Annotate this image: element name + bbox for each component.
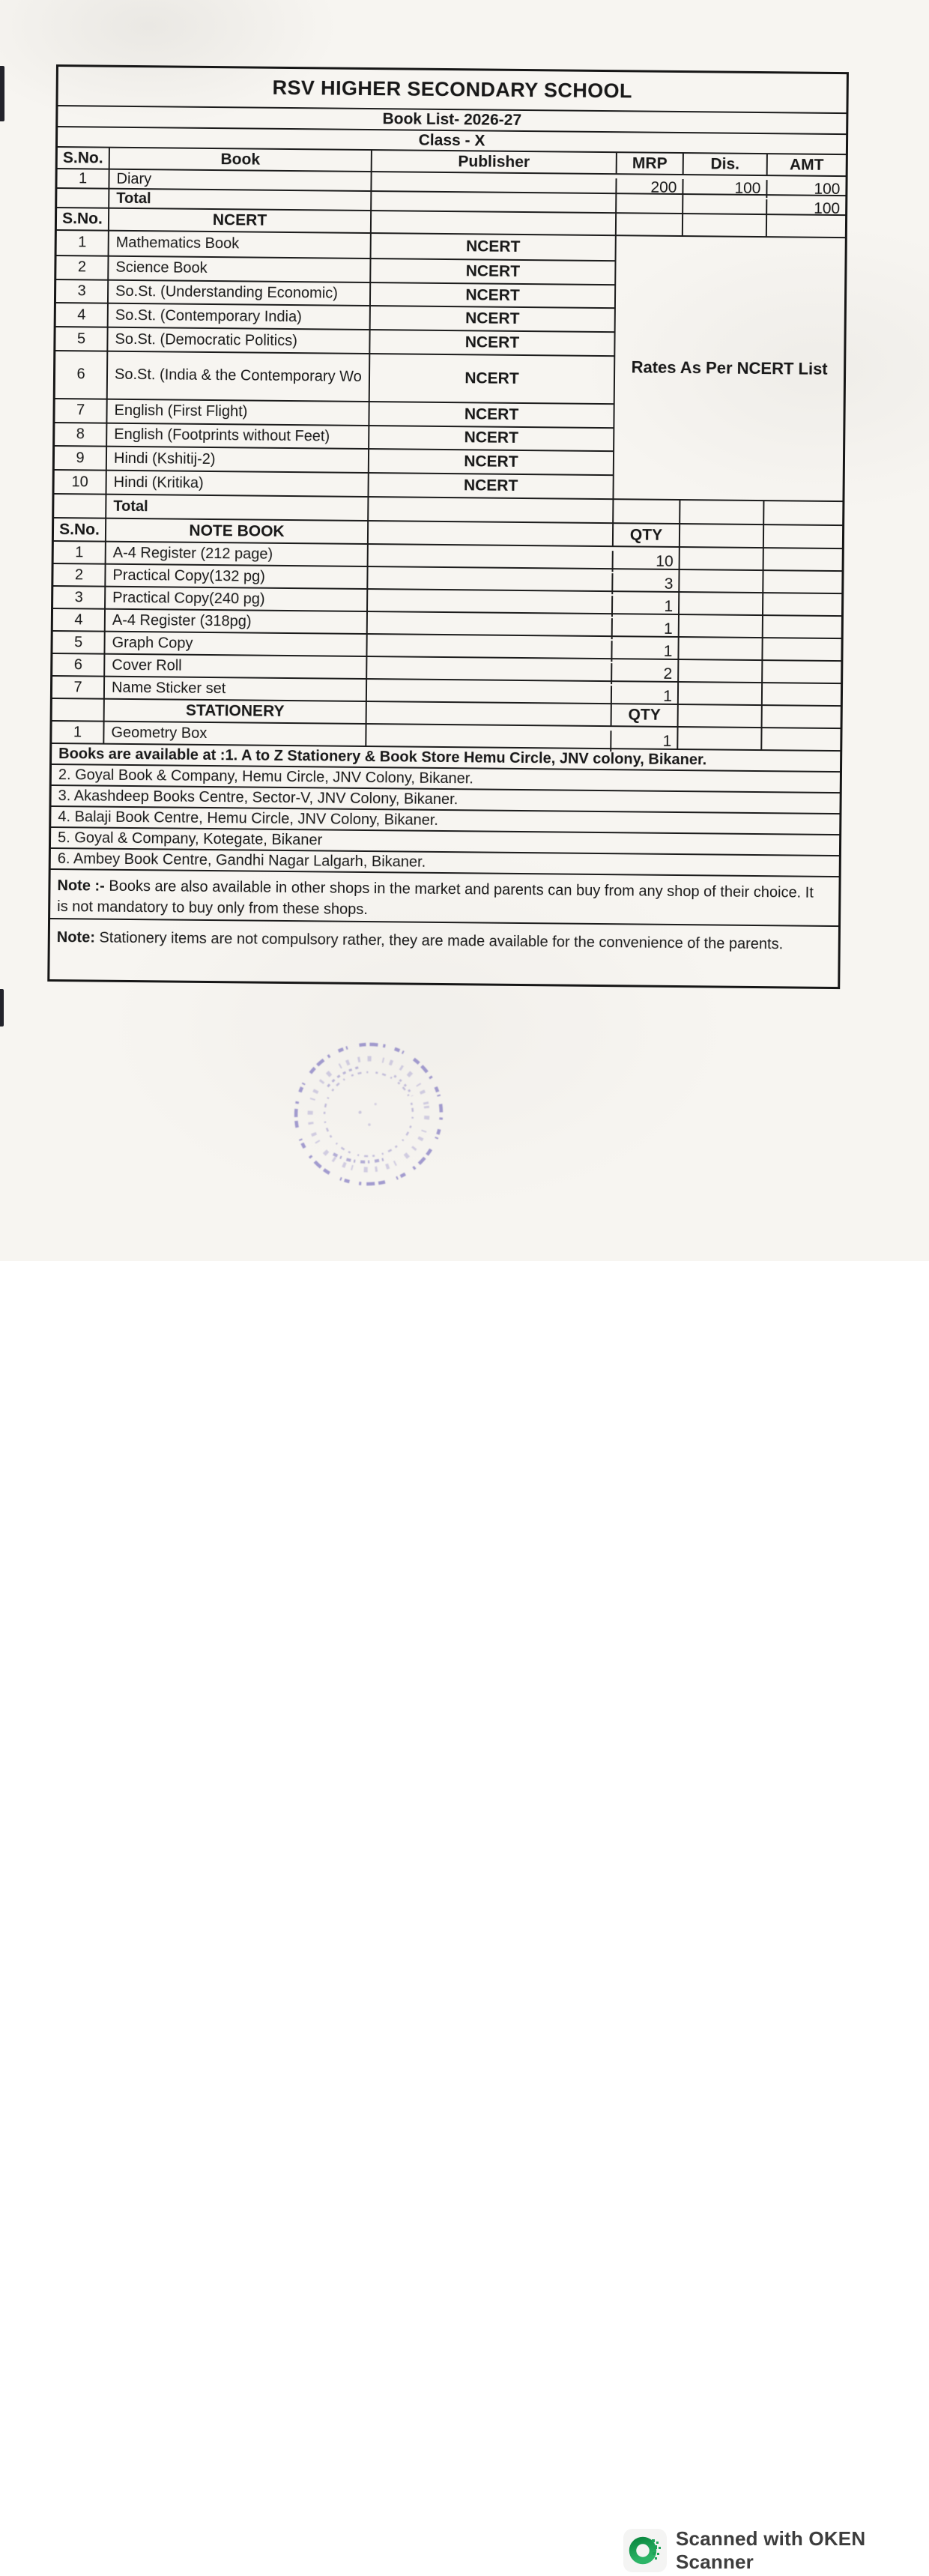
book-cell: Geometry Box — [103, 722, 365, 746]
book-cell: Graph Copy — [103, 632, 366, 656]
scanned-with-label: Scanned with OKEN Scanner — [676, 2527, 866, 2573]
qty-cell: 1 — [611, 686, 677, 707]
stationery-section-title: STATIONERY — [103, 700, 366, 723]
sno-cell: 9 — [76, 450, 85, 467]
mrp-cell: 200 — [615, 178, 682, 197]
scanner-footer-band — [0, 1261, 929, 2573]
sno-cell: 4 — [74, 611, 83, 628]
note-prefix: Note :- — [57, 877, 105, 895]
sno-cell — [57, 189, 108, 208]
publisher-cell: NCERT — [369, 306, 614, 331]
sno-cell: 8 — [76, 426, 85, 443]
book-cell: Practical Copy(132 pg) — [104, 565, 366, 588]
ncert-rows-block — [55, 229, 845, 501]
publisher-cell — [366, 590, 611, 613]
publisher-cell: NCERT — [369, 259, 614, 284]
scan-edge-artifact-top — [0, 66, 4, 121]
amt-cell — [761, 706, 841, 728]
publisher-cell: NCERT — [369, 283, 614, 308]
dis-cell — [678, 593, 762, 614]
col-header-publisher: Publisher — [371, 151, 616, 173]
qty-cell: 2 — [611, 663, 677, 685]
note-stationery — [49, 919, 838, 987]
publisher-cell — [370, 172, 615, 193]
book-cell: Name Sticker set — [103, 677, 366, 701]
total-label-cell: Total — [105, 495, 367, 520]
publisher-cell — [367, 545, 612, 568]
book-cell: Mathematics Book — [108, 232, 370, 258]
amt-cell — [761, 638, 841, 660]
publisher-cell — [366, 567, 611, 590]
qty-header-cell: QTY — [612, 524, 679, 546]
sno-cell: 4 — [77, 306, 86, 324]
note-availability — [50, 870, 839, 925]
dis-cell — [682, 214, 766, 236]
dis-cell — [678, 570, 762, 592]
notebook-section-title: NOTE BOOK — [105, 519, 367, 543]
dis-cell — [678, 615, 762, 637]
sno-cell: 5 — [73, 633, 83, 650]
sno-cell: 1 — [78, 169, 88, 187]
qty-cell: 10 — [612, 551, 679, 572]
dis-cell — [679, 524, 763, 547]
book-cell: A-4 Register (318pg) — [104, 610, 366, 633]
sno-cell: 7 — [76, 402, 85, 419]
sno-cell: 3 — [74, 588, 83, 605]
store-line-prefix: Books are available at : — [58, 745, 226, 764]
publisher-cell: NCERT — [368, 402, 613, 427]
amt-cell — [763, 548, 842, 570]
publisher-cell: NCERT — [368, 450, 613, 474]
publisher-cell — [366, 635, 611, 658]
book-cell: A-4 Register (212 page) — [105, 542, 367, 566]
store-line: 5. Goyal & Company, Kotegate, Bikaner — [57, 829, 323, 848]
school-name: RSV HIGHER SECONDARY SCHOOL — [272, 76, 633, 103]
amt-cell — [763, 501, 842, 524]
ncert-section-title: NCERT — [108, 209, 370, 232]
amt-cell: 100 — [766, 199, 845, 218]
dis-cell — [677, 683, 761, 704]
book-cell: Practical Copy(240 pg) — [104, 587, 366, 611]
store-line: 3. Akashdeep Books Centre, Sector-V, JNV Colony, Bikaner. — [58, 787, 459, 808]
dis-cell — [677, 660, 761, 682]
mrp-cell — [612, 500, 679, 523]
sno-cell: 1 — [73, 723, 82, 740]
sno-cell: 2 — [74, 566, 84, 583]
amt-cell — [762, 593, 841, 615]
store-line: 2. Goyal Book & Company, Hemu Circle, JNV Colony, Bikaner. — [58, 766, 473, 787]
qty-cell: 1 — [610, 731, 677, 752]
amt-cell — [766, 215, 845, 237]
note-prefix: Note: — [56, 929, 96, 946]
book-cell: So.St. (Understanding Economic) — [107, 280, 369, 305]
book-cell: English (First Flight) — [106, 399, 368, 424]
publisher-cell — [370, 192, 615, 212]
sno-cell: 6 — [76, 366, 85, 383]
book-cell: So.St. (Democratic Politics) — [106, 328, 369, 353]
publisher-cell — [366, 657, 611, 680]
table-row-title — [58, 67, 846, 112]
sno-cell: 1 — [78, 234, 87, 251]
dis-cell — [679, 501, 763, 524]
amt-cell — [762, 571, 841, 593]
school-stamp-ink — [287, 1036, 450, 1195]
col-header-amt: AMT — [766, 154, 846, 175]
book-list-table — [47, 64, 849, 989]
book-cell: Hindi (Kshitij-2) — [106, 447, 368, 472]
qty-cell: 1 — [611, 618, 678, 640]
sno-cell: 10 — [71, 473, 88, 491]
col-header-sno: S.No. — [62, 148, 103, 167]
ncert-rows — [55, 231, 615, 498]
store-line: 6. Ambey Book Centre, Gandhi Nagar Lalgarh, Bikaner. — [57, 850, 426, 871]
publisher-cell: NCERT — [367, 474, 612, 498]
sno-cell — [52, 699, 103, 721]
col-header-dis: Dis. — [683, 154, 766, 175]
amt-cell — [761, 683, 841, 705]
store-line-text: 1. A to Z Stationery & Book Store Hemu Circle, JNV colony, Bikaner. — [225, 746, 707, 768]
book-cell: So.St. (India & the Contemporary Wo — [106, 352, 369, 401]
publisher-cell: NCERT — [368, 426, 613, 451]
amt-cell — [762, 616, 841, 638]
publisher-cell — [367, 498, 612, 522]
publisher-cell: NCERT — [369, 354, 614, 403]
amt-cell — [761, 661, 841, 683]
rates-note-cell: Rates As Per NCERT List — [612, 236, 844, 501]
sno-cell — [54, 495, 105, 518]
sno-cell: 7 — [73, 678, 82, 695]
sno-cell: 1 — [75, 543, 84, 560]
publisher-cell: NCERT — [370, 234, 615, 260]
book-cell: Hindi (Kritika) — [106, 471, 368, 496]
publisher-cell: NCERT — [369, 330, 614, 355]
mrp-cell — [615, 214, 682, 235]
table-row — [55, 350, 614, 403]
scan-edge-artifact-bottom — [0, 989, 4, 1027]
book-list-year: Book List- 2026-27 — [382, 110, 522, 129]
publisher-cell — [366, 680, 611, 703]
oken-scanner-icon — [623, 2529, 667, 2572]
sno-cell: 6 — [73, 656, 82, 673]
qty-cell: 3 — [611, 573, 678, 595]
note-row — [49, 918, 838, 987]
publisher-cell — [366, 612, 611, 635]
book-cell: So.St. (Contemporary India) — [107, 304, 369, 329]
sno-cell: 5 — [76, 330, 86, 348]
col-header-book: Book — [109, 148, 371, 171]
publisher-cell — [365, 725, 610, 748]
qty-cell: 1 — [611, 596, 678, 617]
col-header-mrp: MRP — [616, 153, 683, 174]
total-label-cell: Total — [108, 190, 370, 210]
sno-header-cell: S.No. — [62, 210, 103, 228]
amt-cell — [763, 525, 842, 548]
note-text: Stationery items are not compulsory rather, they are made available for the convenience of the parents. — [94, 929, 784, 953]
qty-header-cell: QTY — [611, 704, 677, 726]
dis-cell — [677, 728, 760, 749]
publisher-cell — [370, 211, 615, 235]
book-cell: English (Footprints without Feet) — [106, 423, 368, 448]
dis-cell — [677, 638, 761, 659]
dis-cell — [679, 548, 763, 569]
publisher-cell — [367, 521, 612, 545]
amt-cell: 100 — [766, 180, 845, 199]
book-cell: Diary — [108, 170, 370, 190]
sno-cell: 2 — [77, 258, 87, 276]
sno-header-cell: S.No. — [59, 520, 100, 539]
sno-cell: 3 — [77, 282, 86, 300]
dis-cell — [677, 705, 761, 727]
note-row — [50, 868, 839, 925]
amt-cell — [760, 728, 840, 750]
book-cell: Cover Roll — [103, 655, 366, 678]
class-label: Class - X — [418, 131, 485, 149]
note-text: Books are also available in other shops in the market and parents can buy from any shop of their choice. It is not mandatory to buy only from these shops. — [57, 877, 814, 919]
dis-cell: 100 — [682, 179, 766, 198]
store-line: 4. Balaji Book Centre, Hemu Circle, JNV Colony, Bikaner. — [58, 808, 439, 829]
book-cell: Science Book — [107, 256, 369, 281]
qty-cell: 1 — [611, 641, 677, 662]
publisher-cell — [366, 702, 611, 725]
oken-logo-glyph — [623, 2529, 667, 2572]
